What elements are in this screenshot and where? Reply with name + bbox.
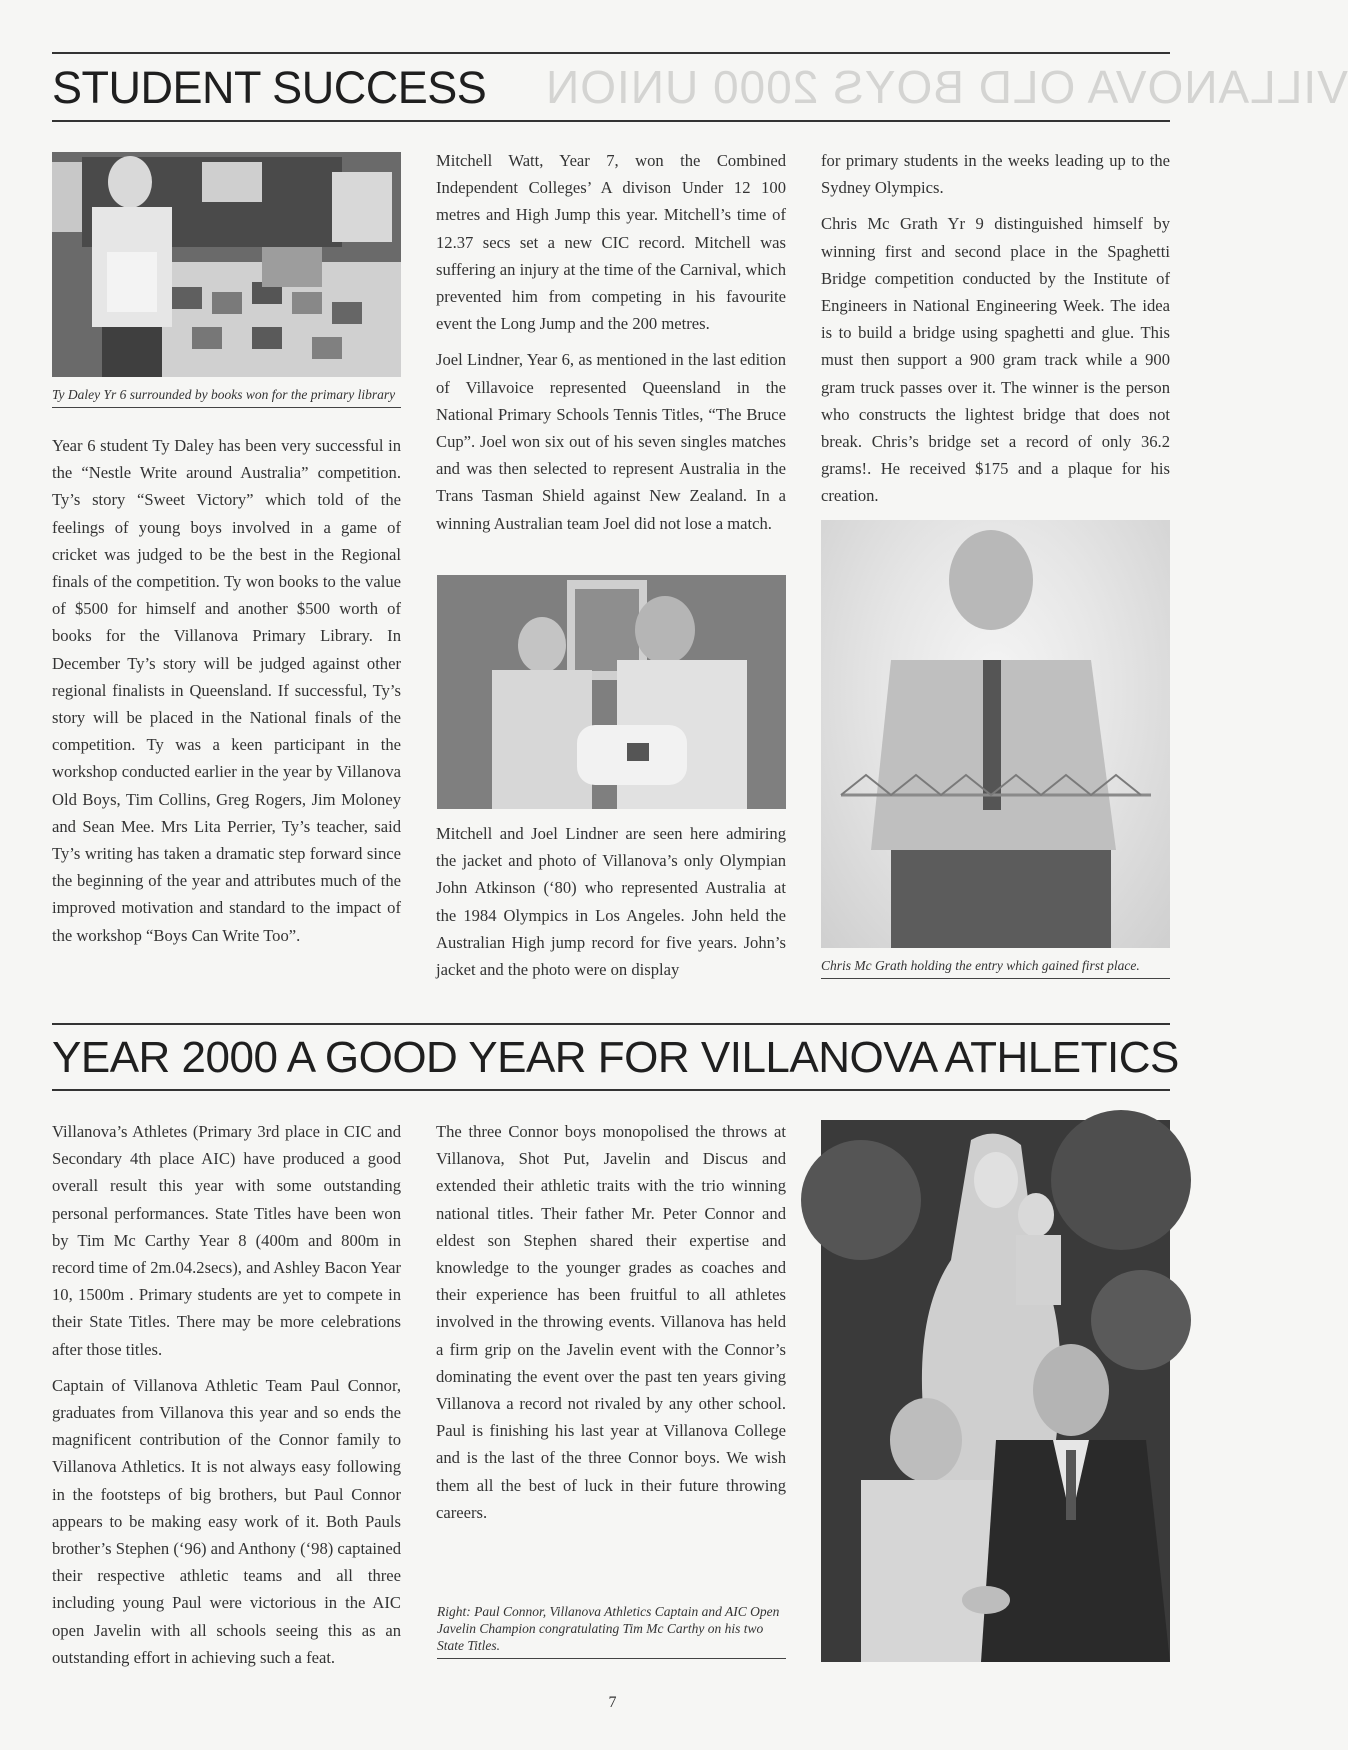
caption-chris-mc-grath: Chris Mc Grath holding the entry which gained first place. [821,957,1170,979]
column-1-athletics [52,1118,401,1680]
photo-mitchell-and-joel-illustration [437,575,786,809]
show-through-text: VILLANOVA OLD BOYS 2000 UNION [545,61,1348,113]
paragraph-athletics-results: Villanova’s Athletes (Primary 3rd place in CIC and Secondary 4th place AIC) have produced a good overall result this year with some outstanding personal performances. State Titles have been won by Tim Mc Carthy Year 8 (400m and 800m in record time of 2m.04.2secs), and Ashley Bacon Year 10, 1500m . Primary students are yet to compete in their State Titles. There may be more celebrations after those titles. [52,1122,401,1359]
paragraph-john-atkinson: Mitchell and Joel Lindner are seen here admiring the jacket and photo of Villanova’s only Olympian John Atkinson (‘80) who represented Australia at the 1984 Olympics in Los Angeles. John held the Australian High jump record for five years. John’s jacket and the photo were on display [436,824,786,980]
headline-underline [52,120,1170,122]
paragraph-joel-lindner: Joel Lindner, Year 6, as mentioned in the last edition of Villavoice represented Queensland in the National Primary Schools Tennis Titles, “The Bruce Cup”. Joel won six out of his seven singles matches and was then selected to represent Australia in the Trans Tasman Shield against New Zealand. In a winning Australian team Joel did not lose a match. [436,350,786,533]
section-2-headline-underline [52,1089,1170,1091]
column-3-student-success [821,147,1170,519]
photo-ty-daley-illustration [52,152,401,377]
photo-chris-mc-grath-illustration [821,520,1170,948]
column-2-athletics [436,1118,786,1535]
column-2-photo-description [436,820,786,992]
paragraph-connor-boys: The three Connor boys monopolised the throws at Villanova, Shot Put, Javelin and Discus and extended their athletic traits with the trio winning national titles. Their father Mr. Peter Connor and eldest son Stephen shared their expertise and knowledge to the younger grades as coaches and their experience has been fruitful to all athletes involved in the throwing events. Villanova has held a firm grip on the Javelin event with the Connor’s dominating the event over the past ten years giving Villanova a record not rivaled by any other school. Paul is finishing his last year at Villanova College and is the last of the three Connor boys. We wish them all the best of luck in their future throwing careers. [436,1122,786,1522]
paragraph-ty-daley: Year 6 student Ty Daley has been very successful in the “Nestle Write around Australia” competition. Ty’s story “Sweet Victory” which told of the feelings of young boys involved in a game of cricket was judged to be the best in the Regional finals of the competition. Ty won books to the value of $500 for himself and another $500 worth of books for the Villanova Primary Library. In December Ty’s story will be judged against other regional finalists in Queensland. If successful, Ty’s story will be placed in the National finals of the competition. Ty was a keen participant in the workshop conducted earlier in the year by Villanova Old Boys, Tim Collins, Greg Rogers, Jim Moloney and Sean Mee. Mrs Lita Perrier, Ty’s teacher, said Ty’s writing has taken a dramatic step forward since the beginning of the year and attributes much of the improved motivation and standard to the impact of the workshop “Boys Can Write Too”. [52,436,401,945]
photo-ty-daley [52,152,401,377]
column-1-student-success [52,432,401,958]
photo-chris-mc-grath [821,520,1170,948]
paragraph-sydney-olympics: for primary students in the weeks leading up to the Sydney Olympics. [821,151,1170,198]
photo-mitchell-and-joel [437,575,786,809]
photo-paul-connor-tim-mc-carthy [821,1120,1170,1662]
paragraph-chris-mc-grath: Chris Mc Grath Yr 9 distinguished himself by winning first and second place in the Spaghetti Bridge competition conducted by the Institute of Engineers in National Engineering Week. The idea is to build a bridge using spaghetti and glue. This must then support a 900 gram track while a 900 gram truck passes over it. The winner is the person who constructs the lightest bridge that does not break. Chris’s bridge set a record of only 36.2 grams!. He received $175 and a plaque for his creation. [821,214,1170,506]
section-headline-student-success: STUDENT SUCCESS [52,62,487,113]
section-2-top-rule [52,1023,1170,1025]
caption-paul-connor: Right: Paul Connor, Villanova Athletics Captain and AIC Open Javelin Champion congratulating Tim Mc Carthy on his two State Titles. [437,1603,786,1659]
photo-statue-illustration [821,1120,1170,1662]
caption-ty-daley: Ty Daley Yr 6 surrounded by books won for the primary library [52,386,401,408]
paragraph-paul-connor: Captain of Villanova Athletic Team Paul Connor, graduates from Villanova this year and so ends the magnificent contribution of the Connor family to Villanova Athletics. It is not always easy following in the footsteps of big brothers, but Paul Connor appears to be making easy work of it. Both Pauls brother’s Stephen (‘96) and Anthony (‘98) captained their respective athletic teams and all three including young Paul were victorious in the AIC open Javelin with all schools seeing this as an outstanding effort in achieving such a feat. [52,1375,401,1667]
column-2-student-success [436,147,786,546]
section-headline-athletics: YEAR 2000 A GOOD YEAR FOR VILLANOVA ATHLETICS [52,1033,1179,1082]
page-number: 7 [608,1694,617,1711]
paragraph-mitchell-watt: Mitchell Watt, Year 7, won the Combined Independent Colleges’ A divison Under 12 100 metres and High Jump this year. Mitchell’s time of 12.37 secs set a new CIC record. Mitchell was suffering an injury at the time of the Carnival, which prevented him from competing in his favourite event the Long Jump and the 200 metres. [436,151,786,334]
top-rule [52,52,1170,54]
